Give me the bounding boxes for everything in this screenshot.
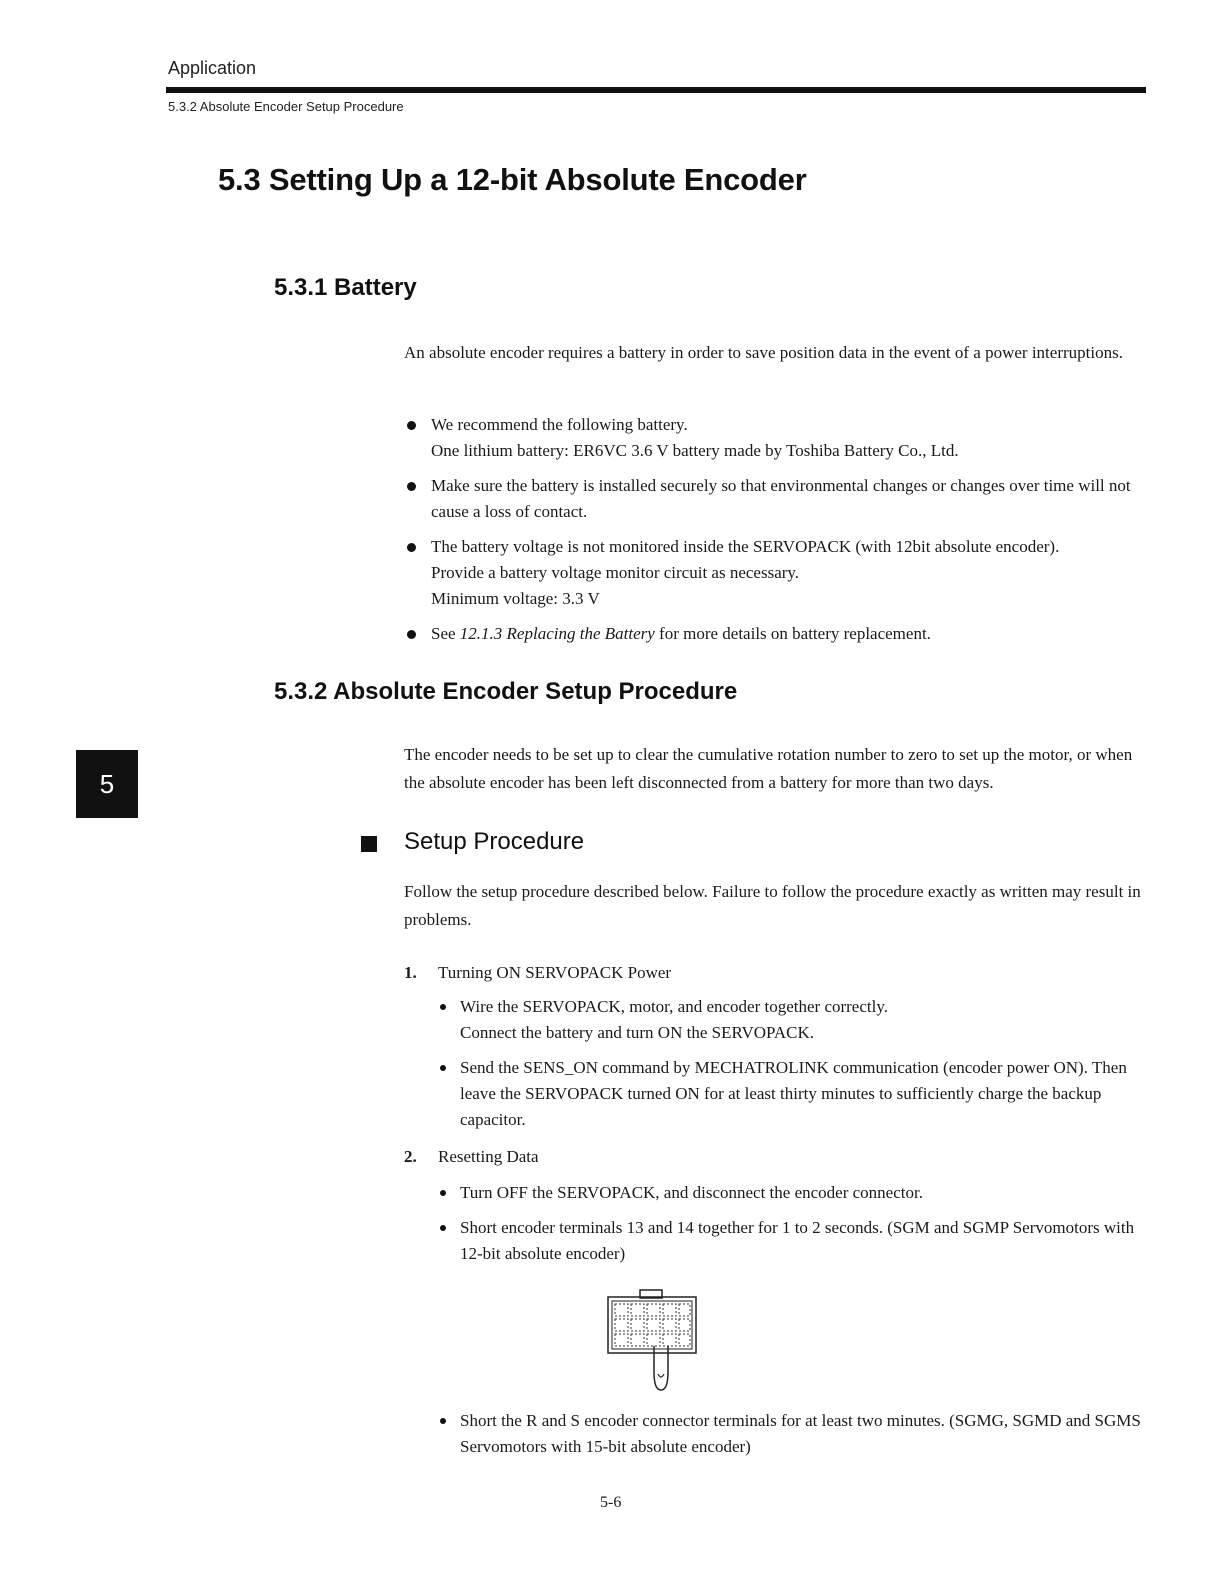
step-label: Turning ON SERVOPACK Power	[438, 963, 672, 982]
connector-face	[612, 1301, 692, 1349]
wire-loop	[658, 1374, 664, 1377]
list-item	[436, 1055, 1146, 1133]
step-label: Resetting Data	[438, 1147, 539, 1166]
battery-bullet-list	[404, 412, 1144, 656]
bullet-text-prefix: See	[431, 624, 460, 643]
bullet-icon	[440, 1065, 446, 1071]
header-subsection: 5.3.2 Absolute Encoder Setup Procedure	[168, 99, 404, 114]
setup-heading: 5.3.2 Absolute Encoder Setup Procedure	[274, 678, 738, 705]
list-item	[436, 1180, 1146, 1206]
bullet-icon	[407, 421, 416, 430]
list-item	[404, 412, 1144, 464]
page-title: 5.3 Setting Up a 12-bit Absolute Encoder	[218, 162, 807, 197]
bullet-line: Send the SENS_ON command by MECHATROLINK communication (encoder power ON). Then leave the SERVOPACK turned ON for at least thirty minutes to sufficiently charge the backup capacitor.	[460, 1058, 1127, 1129]
bullet-line: Provide a battery voltage monitor circuit as necessary.	[431, 563, 800, 582]
list-item	[404, 621, 1144, 647]
bullet-line: Minimum voltage: 3.3 V	[431, 589, 600, 608]
bullet-line: Short encoder terminals 13 and 14 together for 1 to 2 seconds. (SGM and SGMP Servomotors with 12-bit absolute encoder)	[460, 1218, 1135, 1263]
step-2-bullet-list	[436, 1180, 1146, 1276]
list-item	[436, 1408, 1146, 1460]
bullet-icon	[440, 1225, 446, 1231]
bullet-icon	[407, 482, 416, 491]
connector-pins	[615, 1304, 690, 1346]
list-item	[436, 1215, 1146, 1267]
list-item	[404, 473, 1144, 525]
bullet-icon	[407, 543, 416, 552]
bullet-text-suffix: for more details on battery replacement.	[654, 624, 931, 643]
step-number: 2.	[404, 1147, 417, 1166]
header-section-title: Application	[168, 58, 257, 78]
setup-intro: The encoder needs to be set up to clear the cumulative rotation number to zero to set up the motor, or when the absolute encoder has been left disconnected from a battery for more than two days.	[404, 745, 1133, 792]
encoder-connector-illustration	[604, 1288, 700, 1396]
step-2-title	[404, 1144, 539, 1170]
bullet-line: Turn OFF the SERVOPACK, and disconnect the encoder connector.	[460, 1183, 923, 1202]
bullet-line: One lithium battery: ER6VC 3.6 V battery made by Toshiba Battery Co., Ltd.	[431, 441, 959, 460]
bullet-line: Short the R and S encoder connector terminals for at least two minutes. (SGMG, SGMD and SGMS Servomotors with 15-bit absolute encoder)	[460, 1411, 1141, 1456]
page-number: 5-6	[600, 1494, 622, 1511]
battery-intro: An absolute encoder requires a battery in order to save position data in the event of a power interruptions.	[404, 343, 1123, 362]
connector-body	[608, 1297, 696, 1353]
procedure-intro: Follow the setup procedure described below. Failure to follow the procedure exactly as written may result in problems.	[404, 882, 1141, 929]
header-rule	[166, 87, 1146, 93]
step-1-bullet-list	[436, 994, 1146, 1142]
list-item	[436, 994, 1146, 1046]
step-2-bullet-list-continued	[436, 1408, 1146, 1469]
bullet-line: The battery voltage is not monitored inside the SERVOPACK (with 12bit absolute encoder).	[431, 537, 1060, 556]
bullet-line: Make sure the battery is installed securely so that environmental changes or changes over time will not cause a loss of contact.	[431, 476, 1131, 521]
list-item	[404, 534, 1144, 612]
bullet-line: Connect the battery and turn ON the SERVOPACK.	[460, 1023, 815, 1042]
step-1-title	[404, 960, 671, 986]
chapter-tab: 5	[76, 750, 138, 818]
bullet-line: Wire the SERVOPACK, motor, and encoder together correctly.	[460, 997, 888, 1016]
bullet-icon	[440, 1190, 446, 1196]
bullet-icon	[407, 630, 416, 639]
procedure-heading: Setup Procedure	[404, 828, 585, 855]
bullet-line: We recommend the following battery.	[431, 415, 688, 434]
cross-reference-link[interactable]: 12.1.3 Replacing the Battery	[459, 624, 655, 643]
step-number: 1.	[404, 963, 417, 982]
square-bullet-icon	[361, 836, 377, 852]
battery-heading: 5.3.1 Battery	[274, 274, 417, 301]
bullet-icon	[440, 1418, 446, 1424]
bullet-icon	[440, 1004, 446, 1010]
